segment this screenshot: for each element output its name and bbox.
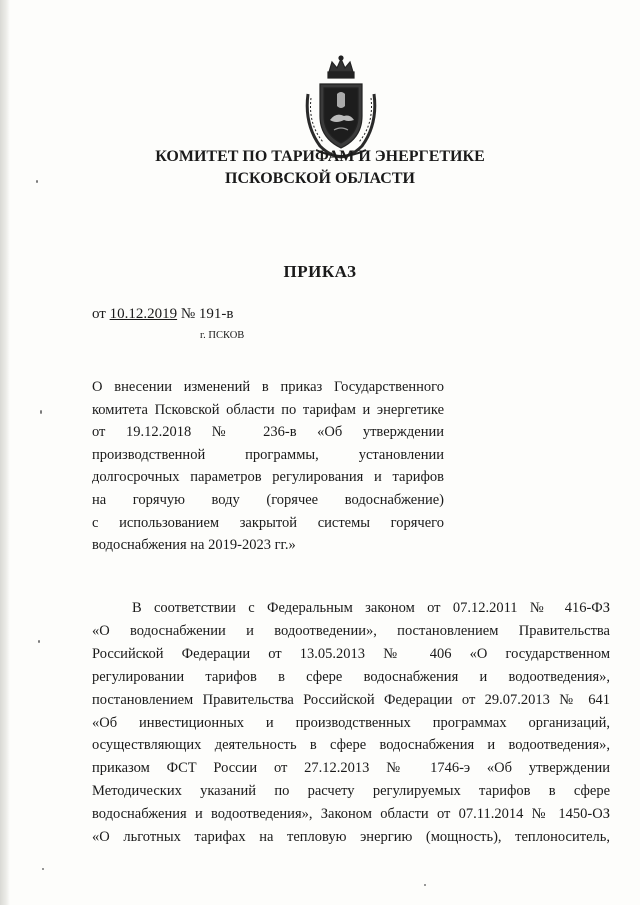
- scan-edge: [0, 0, 10, 905]
- subject-line: на горячую воду (горячее водоснабжение): [92, 491, 444, 508]
- document-type: ПРИКАЗ: [283, 262, 357, 281]
- coat-of-arms-icon: [296, 54, 386, 160]
- subject-line: с использованием закрытой системы горячего: [92, 514, 444, 531]
- body-line: В соответствии с Федеральным законом от 07.12.2011 № 416-ФЗ: [132, 600, 610, 616]
- subject-line: производственной программы, установлении: [92, 446, 444, 463]
- body-line: водоснабжения и водоотведения», Законом области от 07.11.2014 № 1450-ОЗ: [92, 806, 610, 823]
- org-title-line-1: КОМИТЕТ ПО ТАРИФАМ И ЭНЕРГЕТИКЕ: [155, 148, 485, 165]
- scan-speck: [424, 884, 426, 886]
- subject-line: комитета Псковской области по тарифам и энергетике: [92, 401, 444, 418]
- order-body: [92, 597, 610, 849]
- number-prefix: №: [180, 306, 196, 322]
- body-line: постановлением Правительства Российской Федерации от 29.07.2013 № 641: [92, 691, 610, 708]
- order-subject: [92, 376, 444, 557]
- subject-line: от 19.12.2018 № 236-в «Об утверждении: [92, 424, 444, 441]
- scan-speck: [42, 868, 44, 870]
- subject-line: водоснабжения на 2019-2023 гг.»: [92, 537, 296, 554]
- date-prefix: от: [92, 306, 106, 322]
- body-line: Методических указаний по расчету регулируемых тарифов в сфере: [92, 783, 610, 800]
- order-city: г. ПСКОВ: [200, 330, 245, 341]
- order-number: 191-в: [198, 306, 234, 322]
- body-line: осуществляющих деятельность в сфере водоснабжения и водоотведения»,: [92, 737, 610, 754]
- subject-line: долгосрочных параметров регулирования и тарифов: [92, 469, 444, 486]
- org-title-line-2: ПСКОВСКОЙ ОБЛАСТИ: [225, 170, 415, 187]
- body-line: «О водоснабжении и водоотведении», постановлением Правительства: [92, 622, 610, 639]
- body-line: «Об инвестиционных и производственных программах организаций,: [92, 714, 610, 731]
- scan-speck: [36, 180, 38, 183]
- body-line: «О льготных тарифах на тепловую энергию (мощность), теплоноситель,: [92, 829, 610, 846]
- scan-speck: [38, 640, 40, 643]
- body-line: регулировании тарифов в сфере водоснабжения и водоотведения»,: [92, 668, 610, 685]
- order-date: 10.12.2019: [109, 306, 178, 322]
- scan-speck: [40, 410, 42, 414]
- order-date-line: [92, 306, 234, 323]
- subject-line: О внесении изменений в приказ Государственного: [92, 379, 444, 395]
- body-line: приказом ФСТ России от 27.12.2013 № 1746-э «Об утверждении: [92, 760, 610, 777]
- body-line: Российской Федерации от 13.05.2013 № 406 «О государственном: [92, 645, 610, 662]
